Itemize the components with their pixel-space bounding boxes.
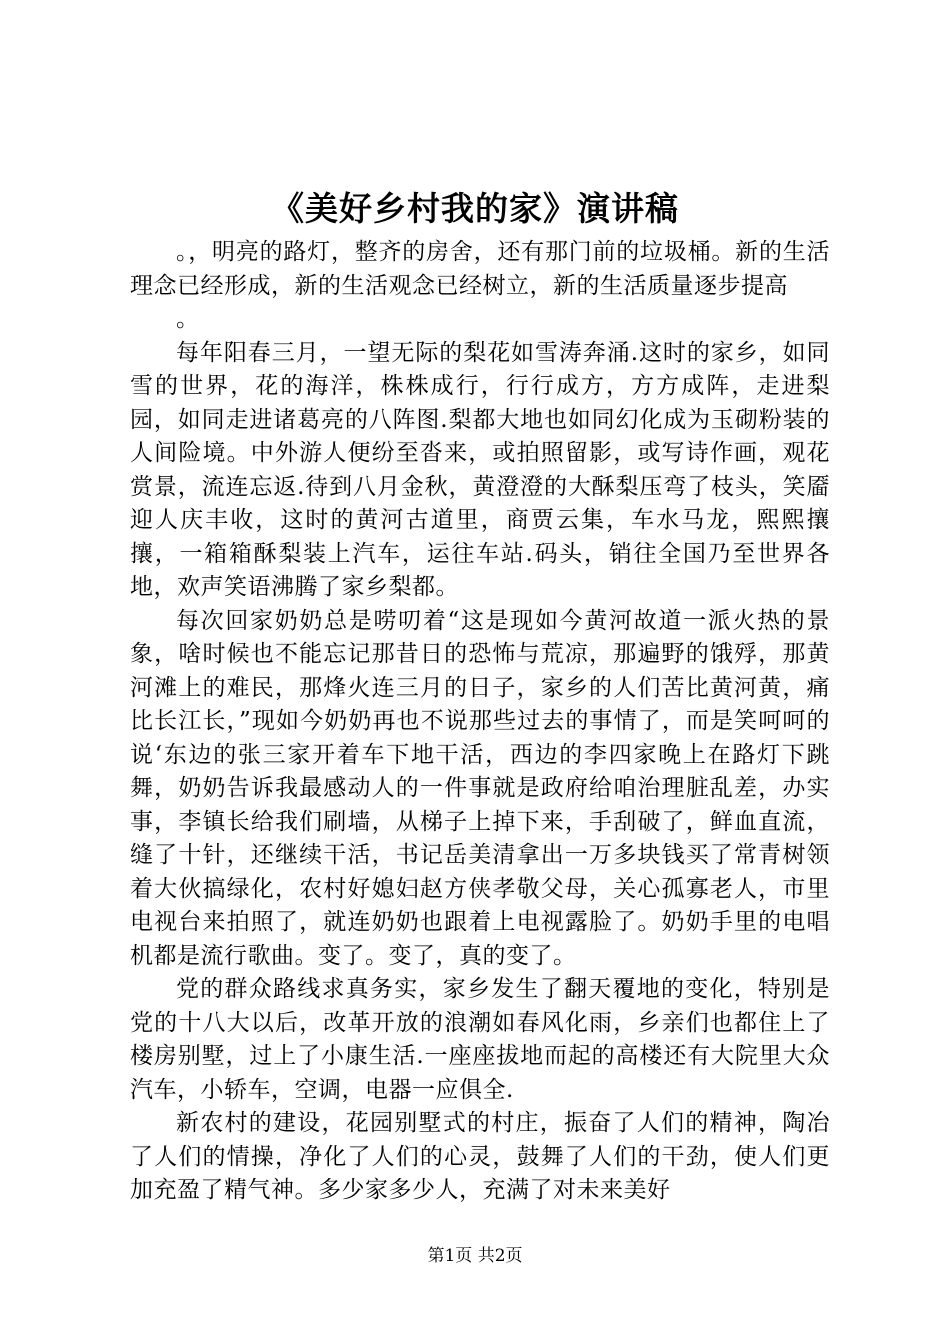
- paragraph-4: 每次回家奶奶总是唠叨着“这是现如今黄河故道一派火热的景象，啥时候也不能忘记那昔日的恐怖与荒凉，那遍野的饿殍，那黄河滩上的难民，那烽火连三月的日子，家乡的人们苦比黄河黄，痛比长江长，”现如今奶奶再也不说那些过去的事情了，而是笑呵呵的说‘东边的张三家开着车下地干活，西边的李四家晚上在路灯下跳舞，奶奶告诉我最感动人的一件事就是政府给咱治理脏乱差，办实事，李镇长给我们刷墙，从梯子上掉下来，手刮破了，鲜血直流，缝了十针，还继续干活，书记岳美清拿出一万多块钱买了常青树领着大伙搞绿化，农村好媳妇赵方侠孝敬父母，关心孤寡老人，市里电视台来拍照了，就连奶奶也跟着上电视露脸了。奶奶手里的电唱机都是流行歌曲。变了。变了，真的变了。: [130, 607, 830, 969]
- document-body: [130, 236, 830, 1208]
- paragraph-5: 党的群众路线求真务实，家乡发生了翻天覆地的变化，特别是党的十八大以后，改革开放的浪潮如春风化雨，乡亲们也都住上了楼房别墅，过上了小康生活.一座座拔地而起的高楼还有大院里大众汽车，小轿车，空调，电器一应俱全.: [130, 976, 830, 1103]
- paragraph-3: 每年阳春三月，一望无际的梨花如雪涛奔涌.这时的家乡，如同雪的世界，花的海洋，株株成行，行行成方，方方成阵，走进梨园，如同走进诸葛亮的八阵图.梨都大地也如同幻化成为玉砌粉装的人间险境。中外游人便纷至沓来，或拍照留影，或写诗作画，观花赏景，流连忘返.待到八月金秋，黄澄澄的大酥梨压弯了枝头，笑靥迎人庆丰收，这时的黄河古道里，商贾云集，车水马龙，熙熙攘攘，一箱箱酥梨装上汽车，运往车站.码头，销往全国乃至世界各地，欢声笑语沸腾了家乡梨都。: [130, 339, 830, 600]
- paragraph-2: 。: [176, 306, 200, 332]
- paragraph-1: 。，明亮的路灯，整齐的房舍，还有那门前的垃圾桶。新的生活理念已经形成，新的生活观念已经树立，新的生活质量逐步提高: [130, 239, 830, 299]
- page-number-footer: 第1页 共2页: [427, 1246, 523, 1266]
- paragraph-6: 新农村的建设，花园别墅式的村庄，振奋了人们的精神，陶冶了人们的情操，净化了人们的心灵，鼓舞了人们的干劲，使人们更加充盈了精气神。多少家多少人，充满了对未来美好: [130, 1110, 830, 1203]
- page-title: 《美好乡村我的家》演讲稿: [271, 189, 679, 228]
